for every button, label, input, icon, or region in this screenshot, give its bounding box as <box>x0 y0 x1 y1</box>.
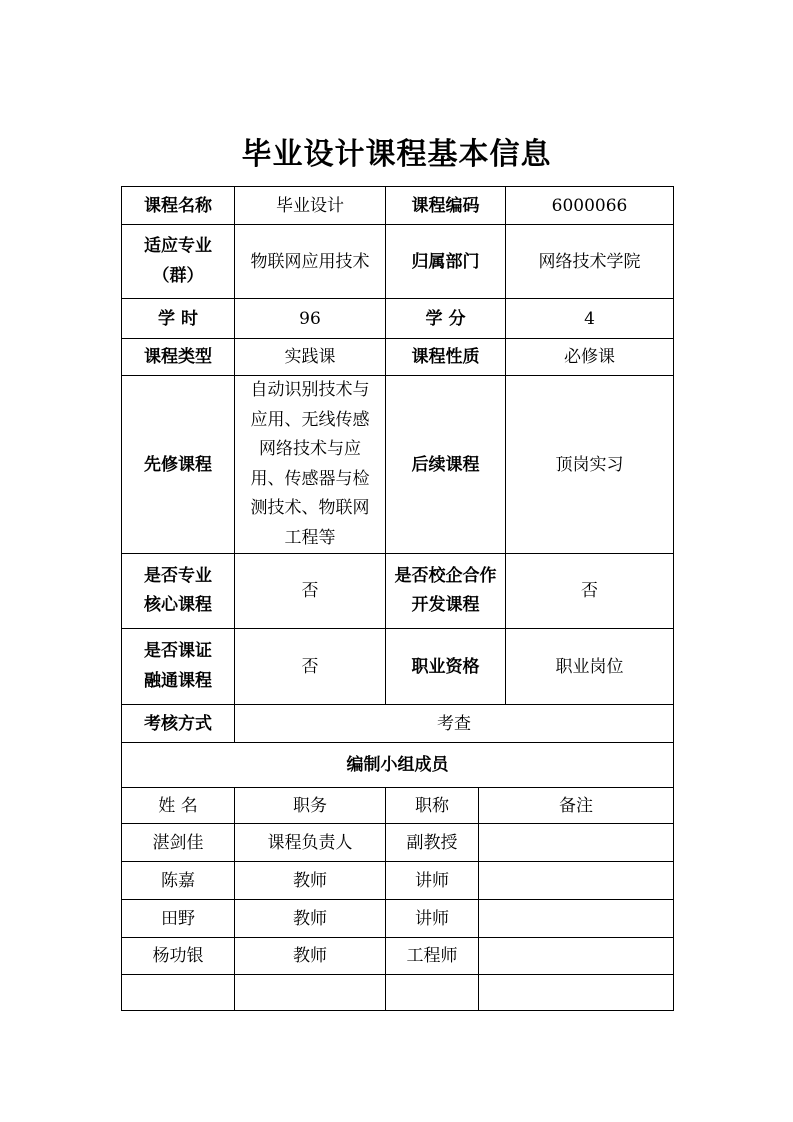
row-hours <box>122 299 674 339</box>
row-major <box>122 225 674 299</box>
cert-value: 否 <box>235 629 386 705</box>
member-remark <box>479 938 674 975</box>
team-header-name: 姓 名 <box>122 788 235 824</box>
qual-label: 职业资格 <box>386 629 506 705</box>
member-position: 教师 <box>235 862 386 900</box>
member-name: 杨功银 <box>122 938 235 975</box>
member-title: 讲师 <box>386 900 479 938</box>
row-type <box>122 339 674 376</box>
member-name <box>122 975 235 1011</box>
coop-label: 是否校企合作开发课程 <box>386 554 506 629</box>
core-value: 否 <box>235 554 386 629</box>
type-value: 实践课 <box>235 339 386 376</box>
member-title: 工程师 <box>386 938 479 975</box>
team-header-row <box>122 788 674 824</box>
nature-value: 必修课 <box>506 339 674 376</box>
credits-value: 4 <box>506 299 674 339</box>
qual-value: 职业岗位 <box>506 629 674 705</box>
cert-label: 是否课证融通课程 <box>122 629 235 705</box>
table-row <box>122 900 674 938</box>
followup-label: 后续课程 <box>386 376 506 554</box>
department-value: 网络技术学院 <box>506 225 674 299</box>
member-remark <box>479 824 674 862</box>
coop-value: 否 <box>506 554 674 629</box>
table-row <box>122 824 674 862</box>
member-position <box>235 975 386 1011</box>
table-row <box>122 938 674 975</box>
member-position: 课程负责人 <box>235 824 386 862</box>
followup-value: 顶岗实习 <box>506 376 674 554</box>
major-value: 物联网应用技术 <box>235 225 386 299</box>
course-code-value: 6000066 <box>506 187 674 225</box>
exam-value: 考查 <box>235 705 674 743</box>
prereq-value: 自动识别技术与应用、无线传感网络技术与应用、传感器与检测技术、物联网工程等 <box>235 376 386 554</box>
member-name: 湛剑佳 <box>122 824 235 862</box>
prereq-label: 先修课程 <box>122 376 235 554</box>
member-position: 教师 <box>235 938 386 975</box>
row-exam <box>122 705 674 743</box>
table-row <box>122 862 674 900</box>
course-name-value: 毕业设计 <box>235 187 386 225</box>
team-heading: 编制小组成员 <box>122 743 674 788</box>
team-header-position: 职务 <box>235 788 386 824</box>
page-title: 毕业设计课程基本信息 <box>241 137 552 172</box>
row-course-name <box>122 187 674 225</box>
course-info-table <box>121 186 674 1011</box>
hours-value: 96 <box>235 299 386 339</box>
team-header-title: 职称 <box>386 788 479 824</box>
member-remark <box>479 900 674 938</box>
member-title: 讲师 <box>386 862 479 900</box>
member-title <box>386 975 479 1011</box>
member-title: 副教授 <box>386 824 479 862</box>
member-remark <box>479 975 674 1011</box>
member-name: 田野 <box>122 900 235 938</box>
exam-label: 考核方式 <box>122 705 235 743</box>
team-header-remark: 备注 <box>479 788 674 824</box>
nature-label: 课程性质 <box>386 339 506 376</box>
row-core <box>122 554 674 629</box>
core-label: 是否专业核心课程 <box>122 554 235 629</box>
type-label: 课程类型 <box>122 339 235 376</box>
row-cert <box>122 629 674 705</box>
member-remark <box>479 862 674 900</box>
table-row <box>122 975 674 1011</box>
credits-label: 学 分 <box>386 299 506 339</box>
row-prereq <box>122 376 674 554</box>
row-team-heading <box>122 743 674 788</box>
department-label: 归属部门 <box>386 225 506 299</box>
member-position: 教师 <box>235 900 386 938</box>
hours-label: 学 时 <box>122 299 235 339</box>
course-code-label: 课程编码 <box>386 187 506 225</box>
member-name: 陈嘉 <box>122 862 235 900</box>
major-label: 适应专业（群） <box>122 225 235 299</box>
course-name-label: 课程名称 <box>122 187 235 225</box>
